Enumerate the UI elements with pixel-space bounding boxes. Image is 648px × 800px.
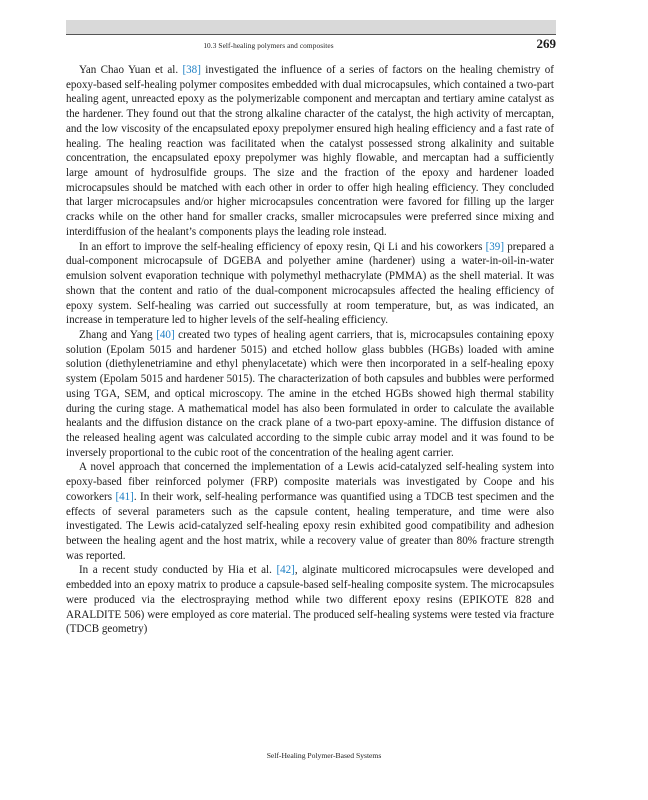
paragraph-text: Yan Chao Yuan et al.: [79, 64, 183, 76]
paragraph: [66, 328, 554, 460]
paragraph: [66, 563, 554, 637]
running-head: 10.3 Self-healing polymers and composites: [203, 41, 334, 50]
paragraph: [66, 460, 554, 563]
citation-link[interactable]: [42]: [276, 564, 295, 577]
paragraph-text: . In their work, self-healing performance was quantified using a TDCB test specimen and the effects of several parameters such as the capsule content, healing temperature, and time were also investigated. The Lewis acid-catalyzed self-healing epoxy resin exhibited good compatibility and adhesion between the healing agent and the host matrix, while a recovery value of greater than 80% fracture strength was reported.: [66, 490, 554, 562]
header-rule: [66, 34, 556, 35]
paragraph: [66, 240, 554, 328]
paragraph-text: In an effort to improve the self-healing efficiency of epoxy resin, Qi Li and his coworkers: [79, 240, 486, 253]
footer-book-title: Self-Healing Polymer-Based Systems: [266, 751, 382, 760]
body-text: [66, 63, 554, 637]
citation-link[interactable]: [39]: [485, 240, 504, 253]
citation-link[interactable]: [40]: [156, 328, 175, 341]
paragraph-text: prepared a dual-component microcapsule of DGEBA and polyether amine (hardener) using a water-in-oil-in-water emulsion solvent evaporation technique with polymethyl methacrylate (PMMA) as the shell material. It was shown that the content and ratio of the dual-component microcapsules affected the healing efficiency of epoxy system. Self-healing was carried out successfully at room temperature, but, as was indicated, an increase in temperature led to higher levels of the self-healing efficiency.: [66, 240, 554, 327]
paragraph-text: investigated the influence of a series of factors on the healing chemistry of epoxy-based self-healing polymer composites embedded with dual microcapsules, which contained a two-part healing agent, unreacted epoxy as the polymerizable component and mercaptan and tertiary amine catalyst as the hardener. They found out that the strong alkaline character of the catalyst, the high activity of mercaptan, and the low viscosity of the encapsulated epoxy prepolymer ensured high healing efficiency and a fast rate of healing. The healing reaction was facilitated when the catalyst possessed strong alkalinity and suitable concentration, the encapsulated epoxy prepolymer was highly flowable, and mercaptan had a sufficiently large amount of hydrosulfide groups. The size and the fraction of the epoxy and hardener loaded microcapsules should be matched with each other in order to offer high healing efficiency. They concluded that larger microcapsules and/or higher microcapsules concentration were favored for filling up the larger cracks while on the other hand for smaller cracks, smaller microcapsules were preferred since mixing and interdiffusion of the healant’s components plays the leading role instead.: [66, 64, 554, 238]
citation-link[interactable]: [38]: [182, 64, 201, 76]
paragraph-text: Zhang and Yang: [79, 328, 157, 341]
citation-link[interactable]: [41]: [115, 490, 134, 503]
header-bar: [66, 20, 556, 34]
paragraph-text: created two types of healing agent carriers, that is, microcapsules containing epoxy solution (Epolam 5015 and hardener 5015) and etched hollow glass bubbles (HGBs) loaded with amine solution (diethylenetriamine and ethyl phenylacetate) which were then incorporated in a self-healing epoxy system (Epolam 5015 and hardener 5015). The characterization of both capsules and bubbles were performed using TGA, SEM, and optical microscopy. The amine in the etched HGBs showed high thermal stability during the curing stage. A mathematical model has also been formulated in order to calculate the available healants and the diffusion distance on the crack plane of a two-part epoxy-amine. The diffusion distance of the released healing agent was calculated according to the simple cubic array model and it was found to be inversely proportional to the cubic root of the concentration of the healing agent carrier.: [66, 328, 554, 459]
paragraph-text: , alginate multicored microcapsules were developed and embedded into an epoxy matrix to produce a capsule-based self-healing composite system. The microcapsules were produced via the electrospraying method while two different epoxy resins (EPIKOTE 828 and ARALDITE 506) were employed as core material. The produced self-healing systems were tested via fracture (TDCB geometry): [66, 564, 554, 636]
paragraph: [66, 63, 554, 240]
paragraph-text: In a recent study conducted by Hia et al.: [79, 564, 277, 577]
paragraph-text: A novel approach that concerned the implementation of a Lewis acid-catalyzed self-healing system into epoxy-based fiber reinforced polymer (FRP) composite materials was investigated by Coope and his coworkers: [66, 461, 554, 503]
page-number: 269: [536, 36, 556, 51]
